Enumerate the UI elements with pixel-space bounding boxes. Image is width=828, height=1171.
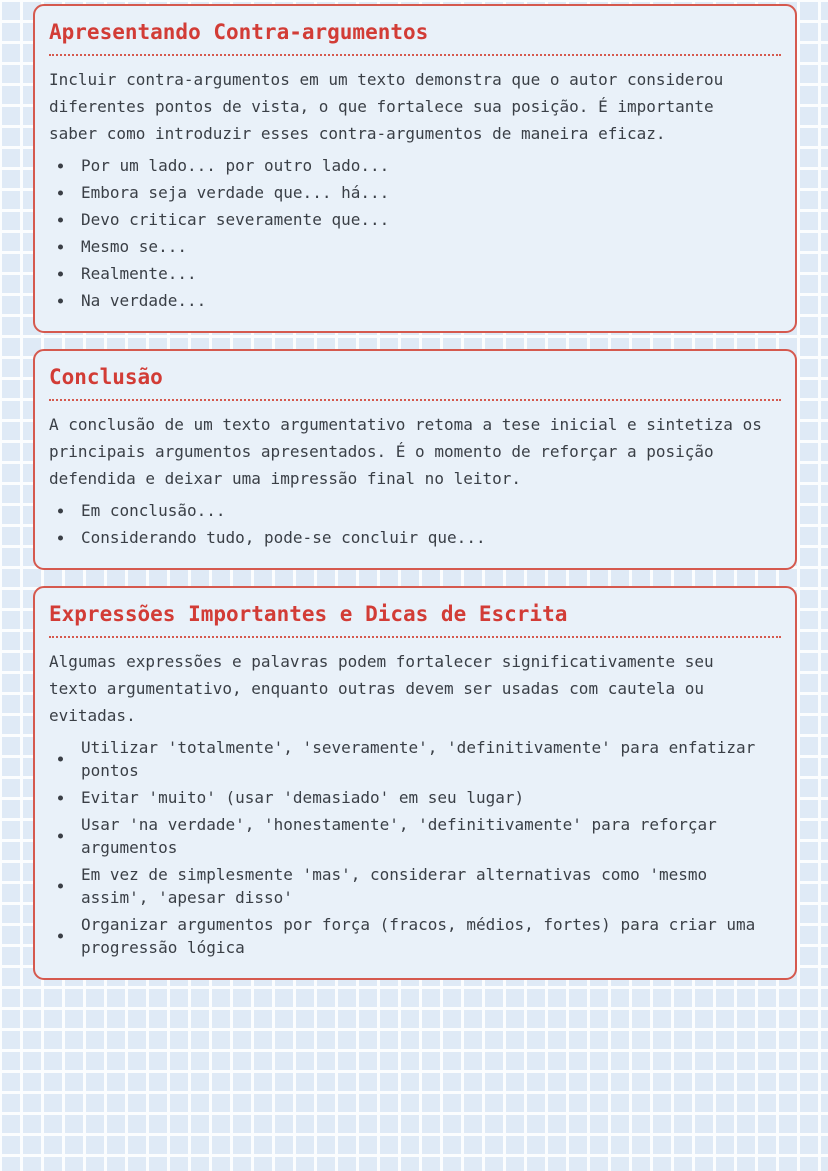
card-title: Expressões Importantes e Dicas de Escrita [49, 601, 781, 638]
list-item [49, 813, 759, 859]
cards-container [33, 4, 797, 980]
list-item [49, 154, 759, 177]
bullet-icon [58, 163, 63, 168]
bullet-icon [58, 271, 63, 276]
bullet-icon [58, 535, 63, 540]
list-item [49, 913, 759, 959]
list-item [49, 208, 759, 231]
bullet-text: Embora seja verdade que... há... [81, 183, 390, 202]
bullet-text: Utilizar 'totalmente', 'severamente', 'definitivamente' para enfatizar pontos [81, 738, 756, 780]
bullet-text: Evitar 'muito' (usar 'demasiado' em seu lugar) [81, 788, 525, 807]
bullet-text: Em conclusão... [81, 501, 226, 520]
list-item [49, 181, 759, 204]
bullet-text: Na verdade... [81, 291, 207, 310]
bullet-text: Mesmo se... [81, 237, 187, 256]
bullet-icon [58, 508, 63, 513]
bullet-list [49, 499, 759, 549]
bullet-icon [58, 795, 63, 800]
bullet-list [49, 736, 759, 959]
list-item [49, 289, 759, 312]
list-item [49, 736, 759, 782]
card-title: Conclusão [49, 364, 781, 401]
card [33, 4, 797, 333]
bullet-text: Devo criticar severamente que... [81, 210, 390, 229]
card-paragraph: Algumas expressões e palavras podem fortalecer significativamente seu texto argumentativo, enquanto outras devem ser usadas com cautela ou evitadas. [49, 652, 714, 725]
bullet-icon [58, 834, 63, 839]
bullet-icon [58, 757, 63, 762]
list-item [49, 235, 759, 258]
bullet-icon [58, 244, 63, 249]
list-item [49, 526, 759, 549]
bullet-text: Usar 'na verdade', 'honestamente', 'definitivamente' para reforçar argumentos [81, 815, 717, 857]
bullet-text: Realmente... [81, 264, 197, 283]
bullet-icon [58, 934, 63, 939]
bullet-icon [58, 190, 63, 195]
card [33, 349, 797, 570]
bullet-text: Considerando tudo, pode-se concluir que... [81, 528, 486, 547]
list-item [49, 262, 759, 285]
bullet-list [49, 154, 759, 312]
list-item [49, 863, 759, 909]
card-paragraph: Incluir contra-argumentos em um texto demonstra que o autor considerou diferentes pontos de vista, o que fortalece sua posição. É importante saber como introduzir esses contra-argumentos de maneira eficaz. [49, 70, 724, 143]
bullet-text: Organizar argumentos por força (fracos, médios, fortes) para criar uma progressão lógica [81, 915, 756, 957]
bullet-text: Em vez de simplesmente 'mas', considerar alternativas como 'mesmo assim', 'apesar disso' [81, 865, 708, 907]
list-item [49, 499, 759, 522]
bullet-icon [58, 884, 63, 889]
bullet-icon [58, 217, 63, 222]
bullet-text: Por um lado... por outro lado... [81, 156, 390, 175]
card [33, 586, 797, 980]
card-title: Apresentando Contra-argumentos [49, 19, 781, 56]
list-item [49, 786, 759, 809]
bullet-icon [58, 298, 63, 303]
card-paragraph: A conclusão de um texto argumentativo retoma a tese inicial e sintetiza os principais argumentos apresentados. É o momento de reforçar a posição defendida e deixar uma impressão final no leitor. [49, 415, 762, 488]
